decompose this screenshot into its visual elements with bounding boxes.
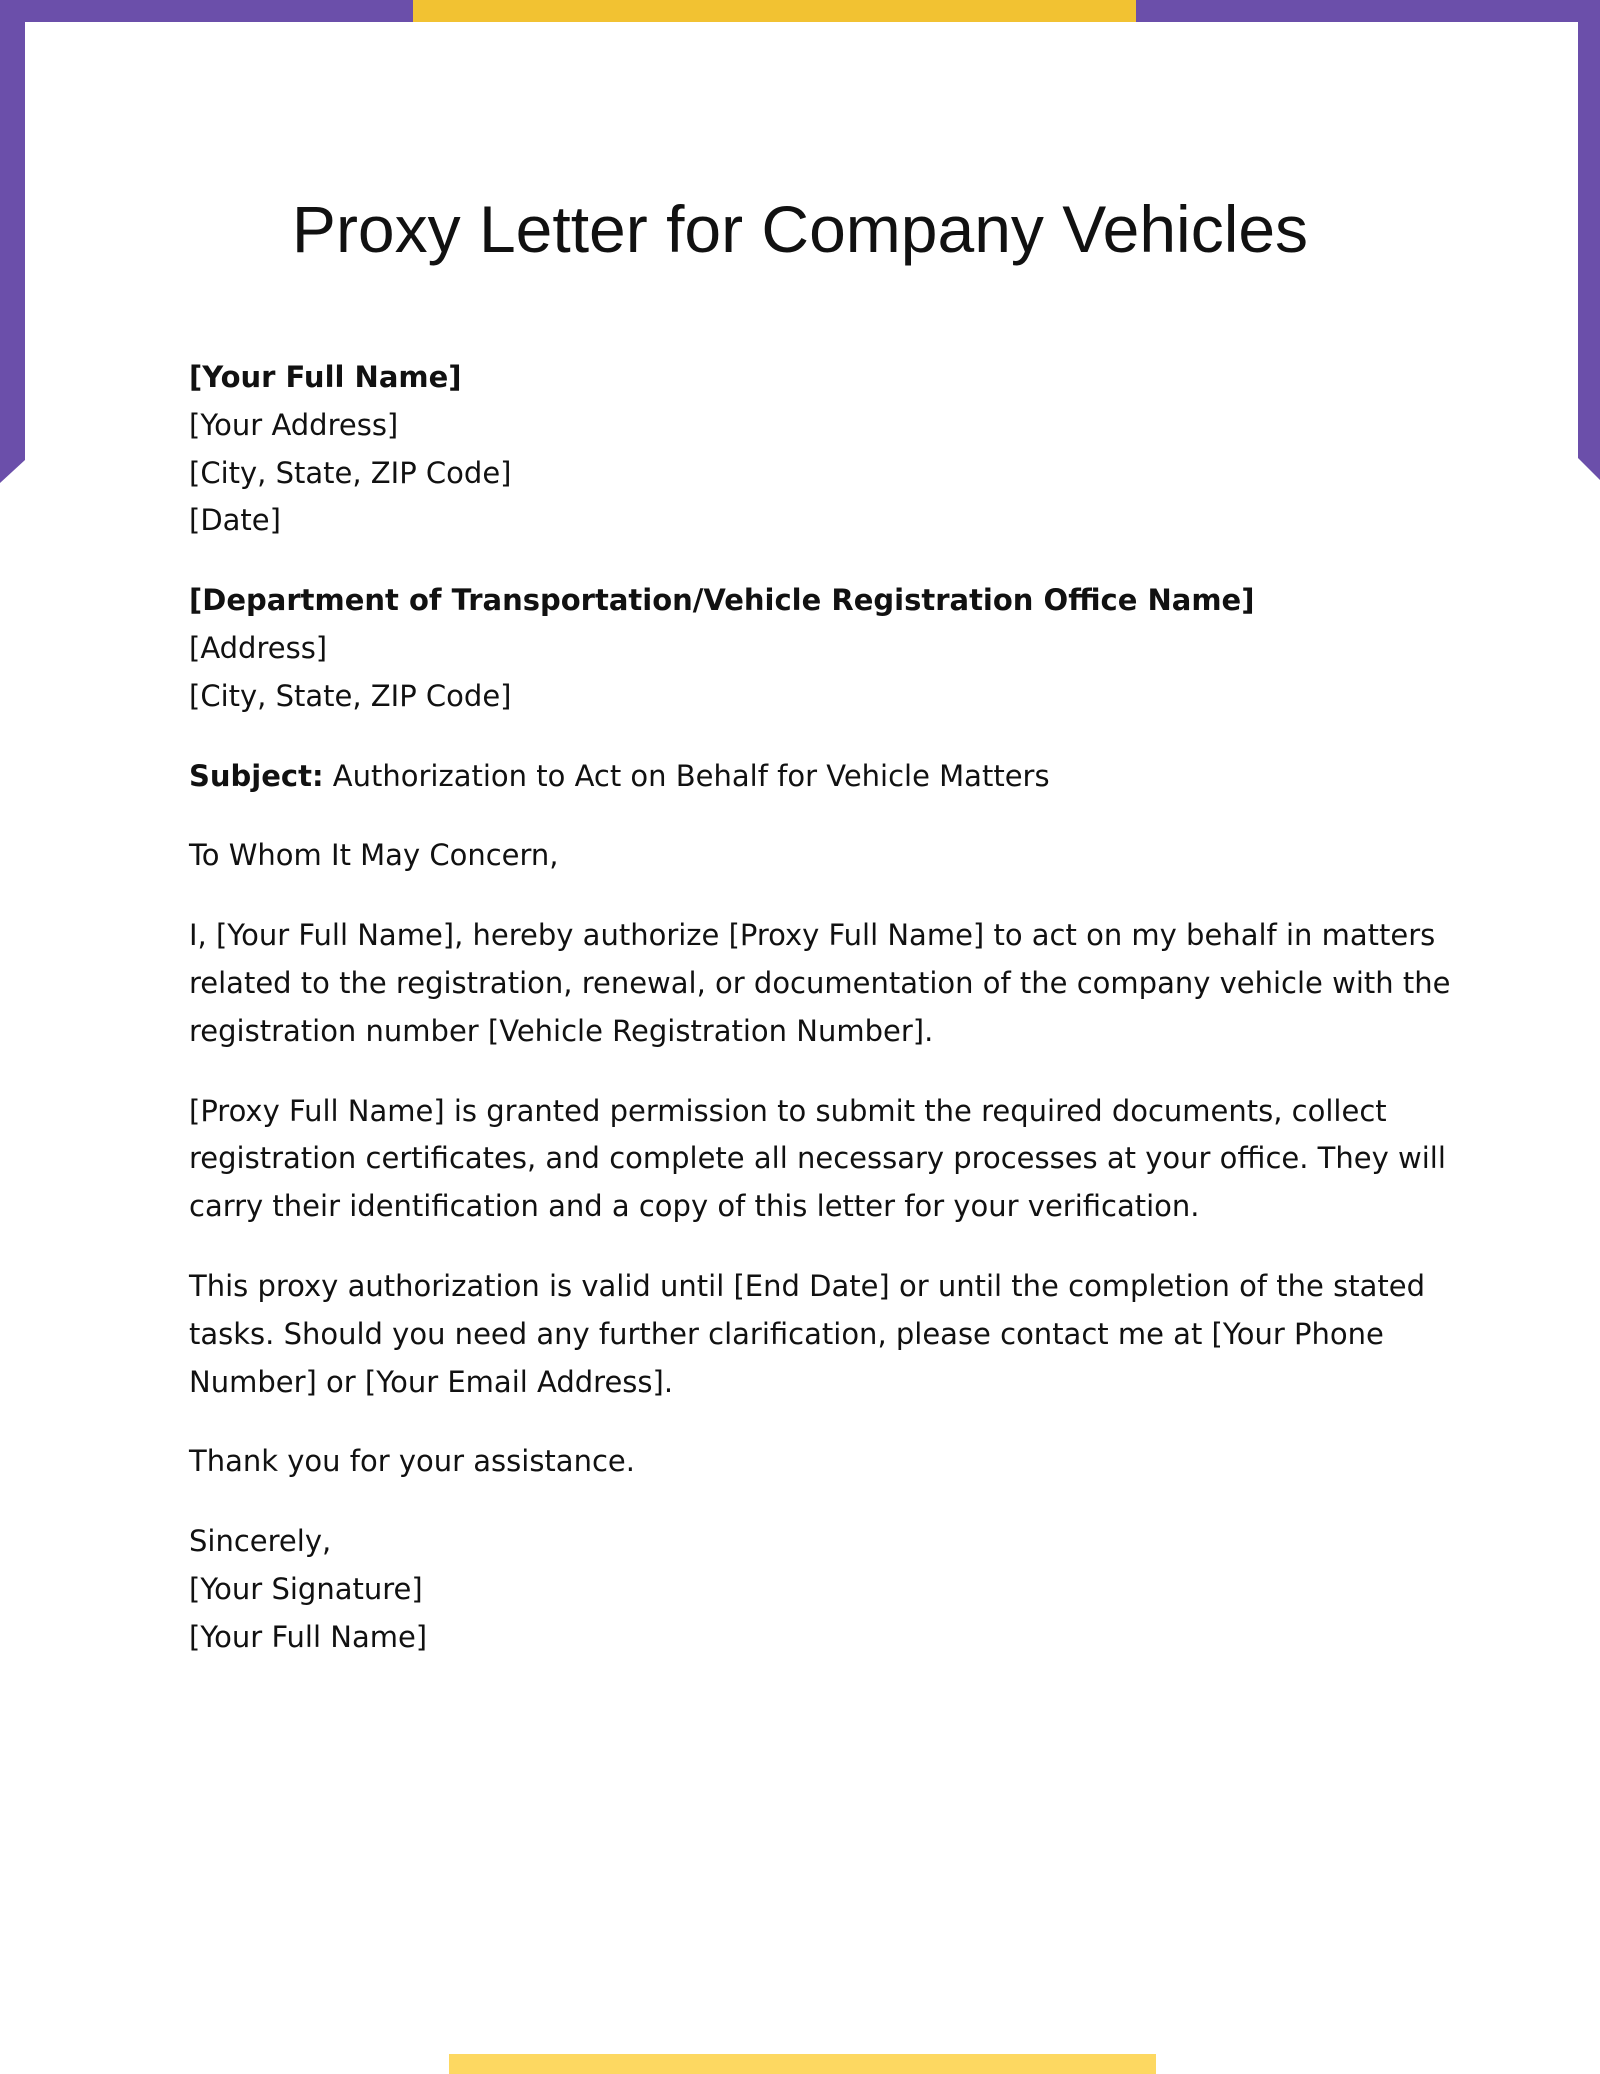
paragraph-line: registration certificates, and complete all necessary processes at your office. They will bbox=[189, 1141, 1446, 1176]
bottom-accent-bar bbox=[449, 2054, 1156, 2074]
recipient-block bbox=[189, 577, 1419, 720]
recipient-office: [Department of Transportation/Vehicle Registration Office Name] bbox=[189, 583, 1255, 618]
paragraph-permissions bbox=[189, 1088, 1446, 1231]
thanks-line: Thank you for your assistance. bbox=[189, 1444, 635, 1479]
letter-body bbox=[189, 354, 1451, 1694]
top-accent-bar bbox=[413, 0, 1136, 22]
recipient-address: [Address] bbox=[189, 630, 328, 665]
paragraph-line: I, [Your Full Name], hereby authorize [Proxy Full Name] to act on my behalf in matters bbox=[189, 918, 1436, 953]
paragraph-line: registration number [Vehicle Registration Number]. bbox=[189, 1013, 934, 1048]
paragraph-line: [Proxy Full Name] is granted permission to submit the required documents, collect bbox=[189, 1093, 1387, 1128]
paragraph-authorization bbox=[189, 912, 1451, 1055]
paragraph-line: This proxy authorization is valid until [End Date] or until the completion of the stated bbox=[189, 1268, 1425, 1303]
recipient-city-state-zip: [City, State, ZIP Code] bbox=[189, 678, 512, 713]
paragraph-validity bbox=[189, 1263, 1425, 1406]
closing-block bbox=[189, 1518, 1419, 1661]
sender-block bbox=[189, 354, 1419, 545]
valediction: Sincerely, bbox=[189, 1524, 332, 1559]
sender-date: [Date] bbox=[189, 503, 281, 538]
signature-placeholder: [Your Signature] bbox=[189, 1571, 423, 1606]
subject-text: Authorization to Act on Behalf for Vehicle Matters bbox=[323, 758, 1050, 793]
sender-address: [Your Address] bbox=[189, 407, 399, 442]
page-title: Proxy Letter for Company Vehicles bbox=[291, 192, 1309, 266]
subject-label: Subject: bbox=[189, 758, 324, 793]
subject-line bbox=[189, 753, 1419, 801]
sender-name: [Your Full Name] bbox=[189, 360, 462, 394]
paragraph-line: related to the registration, renewal, or documentation of the company vehicle with the bbox=[189, 965, 1451, 1000]
paragraph-line: Number] or [Your Email Address]. bbox=[189, 1364, 674, 1399]
paragraph-line: carry their identification and a copy of this letter for your verification. bbox=[189, 1189, 1200, 1224]
sender-city-state-zip: [City, State, ZIP Code] bbox=[189, 455, 512, 490]
salutation: To Whom It May Concern, bbox=[189, 838, 559, 873]
closing-name: [Your Full Name] bbox=[189, 1619, 428, 1654]
paragraph-line: tasks. Should you need any further clarification, please contact me at [Your Phone bbox=[189, 1316, 1384, 1351]
